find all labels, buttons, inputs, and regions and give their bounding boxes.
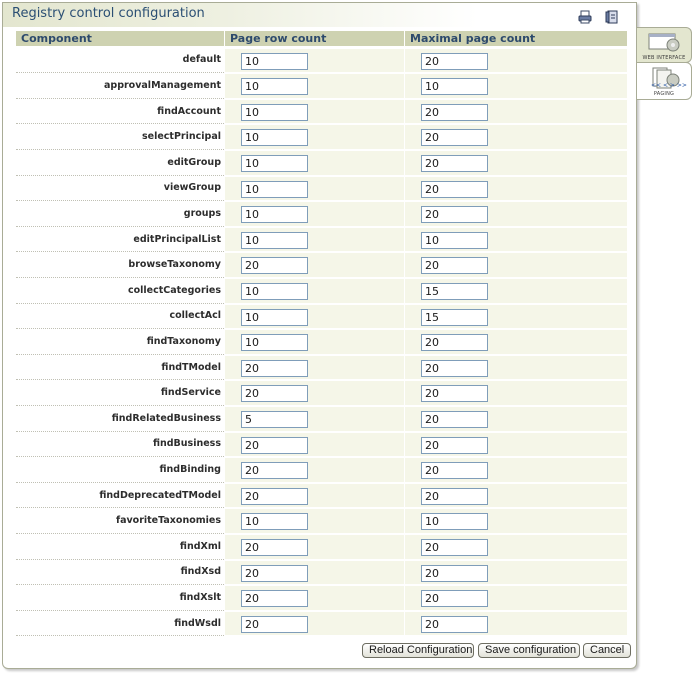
config-panel — [2, 2, 637, 669]
page-row-count-cell — [225, 124, 404, 150]
web-interface-icon — [647, 31, 681, 53]
table-row — [16, 457, 627, 483]
paging-icon — [647, 66, 687, 90]
table-row — [16, 329, 627, 355]
component-name: findXml — [16, 534, 224, 560]
table-row — [16, 534, 627, 560]
table-row — [16, 48, 627, 74]
maximal-page-count-input[interactable] — [421, 437, 488, 454]
component-name: findBinding — [16, 457, 224, 483]
maximal-page-count-cell — [405, 73, 627, 99]
table-row — [16, 201, 627, 227]
tab-web-interface-label: WEB INTERFACE — [642, 55, 686, 61]
page-row-count-cell — [225, 150, 404, 176]
page-row-count-input[interactable] — [241, 513, 308, 530]
page-row-count-input[interactable] — [241, 257, 308, 274]
page-row-count-cell — [225, 457, 404, 483]
component-name: findRelatedBusiness — [16, 406, 224, 432]
title-bar — [3, 3, 636, 27]
component-name: findBusiness — [16, 432, 224, 458]
page-row-count-cell — [225, 48, 404, 74]
page-row-count-cell — [225, 355, 404, 381]
maximal-page-count-input[interactable] — [421, 590, 488, 607]
page-row-count-input[interactable] — [241, 360, 308, 377]
maximal-page-count-input[interactable] — [421, 309, 488, 326]
component-name: browseTaxonomy — [16, 252, 224, 278]
page-row-count-cell — [225, 99, 404, 125]
component-name: findXslt — [16, 585, 224, 611]
maximal-page-count-cell — [405, 508, 627, 534]
maximal-page-count-input[interactable] — [421, 257, 488, 274]
page-row-count-input[interactable] — [241, 411, 308, 428]
table-row — [16, 252, 627, 278]
page-row-count-cell — [225, 380, 404, 406]
page-row-count-input[interactable] — [241, 616, 308, 633]
page-row-count-input[interactable] — [241, 334, 308, 351]
component-name: groups — [16, 201, 224, 227]
column-header-page-row-count: Page row count — [225, 31, 404, 46]
component-name: selectPrincipal — [16, 124, 224, 150]
maximal-page-count-cell — [405, 585, 627, 611]
page-row-count-input[interactable] — [241, 78, 308, 95]
save-configuration-button[interactable]: Save configuration — [478, 643, 580, 658]
component-name: findXsd — [16, 560, 224, 586]
maximal-page-count-input[interactable] — [421, 78, 488, 95]
page-row-count-input[interactable] — [241, 309, 308, 326]
reload-configuration-button[interactable]: Reload Configuration — [362, 643, 474, 658]
column-header-component: Component — [16, 31, 224, 46]
maximal-page-count-input[interactable] — [421, 488, 488, 505]
maximal-page-count-cell — [405, 227, 627, 253]
page-row-count-cell — [225, 304, 404, 330]
maximal-page-count-cell — [405, 534, 627, 560]
maximal-page-count-cell — [405, 278, 627, 304]
table-row — [16, 406, 627, 432]
maximal-page-count-input[interactable] — [421, 334, 488, 351]
table-row — [16, 99, 627, 125]
maximal-page-count-cell — [405, 99, 627, 125]
maximal-page-count-input[interactable] — [421, 616, 488, 633]
table-row — [16, 585, 627, 611]
maximal-page-count-input[interactable] — [421, 360, 488, 377]
maximal-page-count-input[interactable] — [421, 232, 488, 249]
tab-web-interface[interactable] — [637, 27, 692, 63]
page-row-count-cell — [225, 432, 404, 458]
maximal-page-count-input[interactable] — [421, 155, 488, 172]
page-row-count-cell — [225, 611, 404, 637]
page-row-count-input[interactable] — [241, 129, 308, 146]
maximal-page-count-input[interactable] — [421, 53, 488, 70]
page-row-count-input[interactable] — [241, 181, 308, 198]
component-name: editPrincipalList — [16, 227, 224, 253]
component-name: collectAcl — [16, 304, 224, 330]
maximal-page-count-input[interactable] — [421, 513, 488, 530]
page-row-count-input[interactable] — [241, 462, 308, 479]
maximal-page-count-input[interactable] — [421, 104, 488, 121]
component-name: viewGroup — [16, 176, 224, 202]
component-name: editGroup — [16, 150, 224, 176]
table-row — [16, 432, 627, 458]
maximal-page-count-cell — [405, 201, 627, 227]
table-row — [16, 176, 627, 202]
page-row-count-cell — [225, 176, 404, 202]
column-header-maximal-page-count: Maximal page count — [405, 31, 627, 46]
notebook-icon[interactable] — [605, 9, 619, 23]
table-row — [16, 304, 627, 330]
maximal-page-count-cell — [405, 150, 627, 176]
component-name: findWsdl — [16, 611, 224, 637]
component-name: default — [16, 48, 224, 74]
page-row-count-cell — [225, 483, 404, 509]
page-row-count-input[interactable] — [241, 206, 308, 223]
page-row-count-input[interactable] — [241, 155, 308, 172]
page-row-count-cell — [225, 73, 404, 99]
maximal-page-count-cell — [405, 304, 627, 330]
maximal-page-count-cell — [405, 48, 627, 74]
maximal-page-count-input[interactable] — [421, 385, 488, 402]
component-name: findDeprecatedTModel — [16, 483, 224, 509]
maximal-page-count-input[interactable] — [421, 462, 488, 479]
table-row — [16, 611, 627, 637]
maximal-page-count-cell — [405, 560, 627, 586]
maximal-page-count-cell — [405, 329, 627, 355]
table-row — [16, 73, 627, 99]
table-row — [16, 227, 627, 253]
page-row-count-cell — [225, 278, 404, 304]
component-name: collectCategories — [16, 278, 224, 304]
maximal-page-count-cell — [405, 432, 627, 458]
component-name: approvalManagement — [16, 73, 224, 99]
page-row-count-input[interactable] — [241, 539, 308, 556]
page-row-count-cell — [225, 508, 404, 534]
page-row-count-cell — [225, 585, 404, 611]
maximal-page-count-cell — [405, 252, 627, 278]
cancel-button[interactable]: Cancel — [583, 643, 631, 658]
page-row-count-input[interactable] — [241, 565, 308, 582]
table-row — [16, 560, 627, 586]
page-row-count-cell — [225, 534, 404, 560]
maximal-page-count-cell — [405, 611, 627, 637]
page-row-count-input[interactable] — [241, 232, 308, 249]
maximal-page-count-input[interactable] — [421, 411, 488, 428]
table-row — [16, 150, 627, 176]
component-name: findTaxonomy — [16, 329, 224, 355]
maximal-page-count-cell — [405, 176, 627, 202]
page-row-count-cell — [225, 201, 404, 227]
maximal-page-count-cell — [405, 406, 627, 432]
maximal-page-count-cell — [405, 124, 627, 150]
component-name: findService — [16, 380, 224, 406]
maximal-page-count-cell — [405, 483, 627, 509]
page-row-count-input[interactable] — [241, 488, 308, 505]
tab-paging-label: PAGING — [653, 91, 675, 97]
table-row — [16, 278, 627, 304]
maximal-page-count-cell — [405, 457, 627, 483]
page-row-count-cell — [225, 252, 404, 278]
page-title: Registry control configuration — [12, 6, 205, 21]
page-row-count-cell — [225, 227, 404, 253]
maximal-page-count-input[interactable] — [421, 539, 488, 556]
component-name: favoriteTaxonomies — [16, 508, 224, 534]
maximal-page-count-input[interactable] — [421, 206, 488, 223]
table-row — [16, 380, 627, 406]
svg-text:<< < > >>: << < > >> — [651, 82, 687, 89]
page-row-count-input[interactable] — [241, 437, 308, 454]
page-row-count-cell — [225, 406, 404, 432]
component-name: findTModel — [16, 355, 224, 381]
component-name: findAccount — [16, 99, 224, 125]
page-row-count-input[interactable] — [241, 283, 308, 300]
table-row — [16, 508, 627, 534]
maximal-page-count-input[interactable] — [421, 283, 488, 300]
maximal-page-count-input[interactable] — [421, 181, 488, 198]
maximal-page-count-input[interactable] — [421, 129, 488, 146]
tab-paging[interactable] — [637, 62, 692, 100]
maximal-page-count-cell — [405, 380, 627, 406]
page-row-count-input[interactable] — [241, 104, 308, 121]
table-row — [16, 483, 627, 509]
maximal-page-count-cell — [405, 355, 627, 381]
page-row-count-input[interactable] — [241, 385, 308, 402]
table-row — [16, 124, 627, 150]
printer-icon[interactable] — [578, 9, 592, 23]
page-row-count-input[interactable] — [241, 53, 308, 70]
table-row — [16, 355, 627, 381]
page-row-count-input[interactable] — [241, 590, 308, 607]
page-row-count-cell — [225, 560, 404, 586]
maximal-page-count-input[interactable] — [421, 565, 488, 582]
page-row-count-cell — [225, 329, 404, 355]
